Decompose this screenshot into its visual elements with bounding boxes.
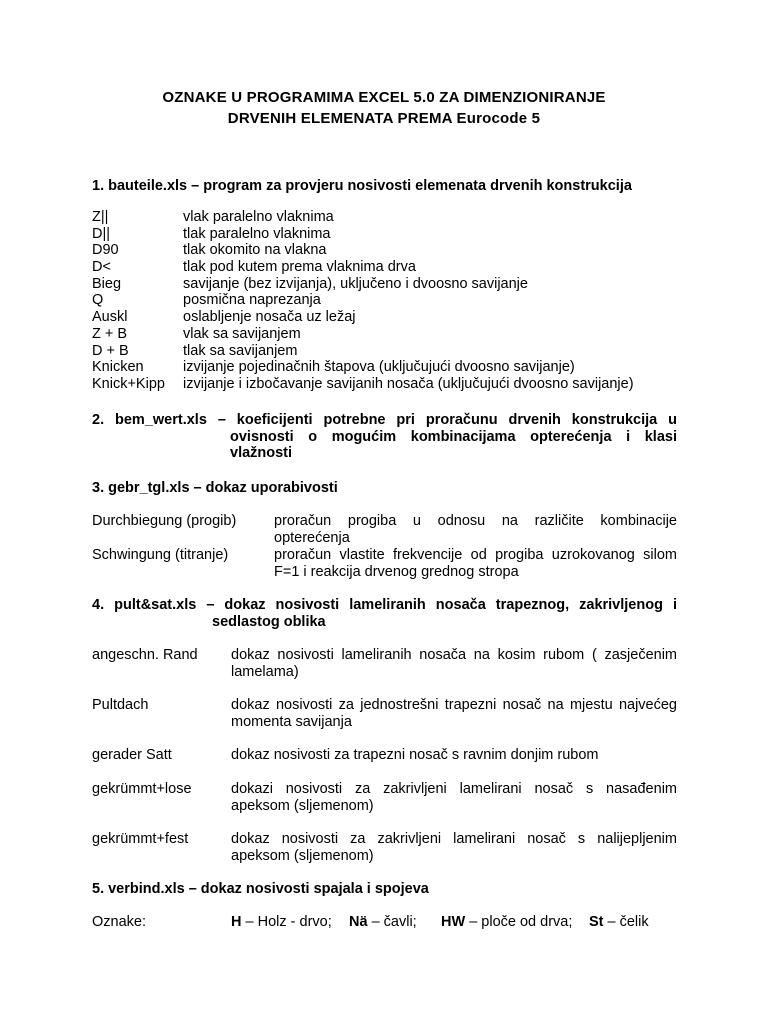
definition-row bbox=[92, 647, 677, 680]
section-2-heading-line-2: ovisnosti o mogućim kombinacijama opterećenja i klasi bbox=[230, 428, 677, 445]
legend-code: H bbox=[231, 914, 242, 930]
abbreviation-code: D|| bbox=[92, 225, 111, 242]
legend-item-holzwerkstoff bbox=[441, 914, 589, 931]
abbreviation-meaning: tlak paralelno vlaknima bbox=[183, 225, 331, 242]
abbreviation-code: Q bbox=[92, 292, 104, 309]
abbreviation-row bbox=[92, 226, 634, 243]
abbreviation-row bbox=[92, 343, 634, 360]
abbreviation-list bbox=[92, 209, 634, 393]
title-line-1: OZNAKE U PROGRAMIMA EXCEL 5.0 ZA DIMENZIONIRANJE bbox=[162, 89, 606, 106]
abbreviation-row bbox=[92, 242, 634, 259]
section-4-heading bbox=[92, 597, 677, 630]
definition-term: gerader Satt bbox=[92, 747, 172, 763]
abbreviation-code: Knicken bbox=[92, 359, 144, 376]
definition-term: gekrümmt+fest bbox=[92, 831, 189, 847]
legend-item-stahl bbox=[589, 914, 649, 931]
abbreviation-code: D90 bbox=[92, 242, 119, 259]
legend-code: Nä bbox=[349, 914, 368, 930]
abbreviation-row bbox=[92, 359, 634, 376]
abbreviation-meaning: tlak pod kutem prema vlaknima drva bbox=[183, 259, 416, 276]
section-5-heading: 5. verbind.xls – dokaz nosivosti spajala i spojeva bbox=[92, 881, 429, 897]
definition-row bbox=[92, 831, 677, 864]
section-4-heading-line-1: 4. pult&sat.xls – dokaz nosivosti lameliranih nosača trapeznog, zakrivljenog i bbox=[92, 597, 677, 613]
abbreviation-code: D + B bbox=[92, 342, 129, 359]
legend-code: HW bbox=[441, 914, 466, 930]
abbreviation-row bbox=[92, 209, 634, 226]
abbreviation-meaning: izvijanje pojedinačnih štapova (uključujući dvoosno savijanje) bbox=[183, 359, 575, 376]
abbreviation-code: D< bbox=[92, 259, 111, 276]
definition-term: gekrümmt+lose bbox=[92, 781, 192, 797]
legend-item-naegel bbox=[349, 914, 441, 931]
legend-text: – čelik bbox=[603, 914, 649, 930]
definition-row bbox=[92, 547, 677, 580]
section-4-heading-line-2: sedlastog oblika bbox=[212, 613, 326, 630]
definition-text: proračun progiba u odnosu na različite kombinacije opterećenja bbox=[274, 513, 677, 546]
abbreviation-row bbox=[92, 276, 634, 293]
section-3-heading: 3. gebr_tgl.xls – dokaz uporabivosti bbox=[92, 480, 338, 496]
abbreviation-row bbox=[92, 376, 634, 393]
abbreviation-row bbox=[92, 326, 634, 343]
definition-row bbox=[92, 513, 677, 546]
abbreviation-meaning: posmična naprezanja bbox=[183, 292, 321, 309]
definition-text: dokaz nosivosti za trapezni nosač s ravnim donjim rubom bbox=[231, 747, 599, 763]
legend-row bbox=[92, 914, 649, 931]
section-2-heading bbox=[92, 412, 677, 462]
abbreviation-meaning: tlak sa savijanjem bbox=[183, 342, 298, 359]
legend-code: St bbox=[589, 914, 604, 930]
definition-term: Pultdach bbox=[92, 697, 149, 713]
definition-term: angeschn. Rand bbox=[92, 647, 198, 663]
section-1-heading: 1. bauteile.xls – program za provjeru nosivosti elemenata drvenih konstrukcija bbox=[92, 178, 632, 194]
abbreviation-meaning: oslabljenje nosača uz ležaj bbox=[183, 309, 356, 326]
document-title bbox=[0, 87, 768, 129]
legend-text: – čavli; bbox=[367, 914, 417, 930]
legend-text: – Holz - drvo; bbox=[241, 914, 332, 930]
definition-row bbox=[92, 747, 677, 764]
abbreviation-code: Z + B bbox=[92, 325, 128, 342]
abbreviation-meaning: vlak sa savijanjem bbox=[183, 325, 301, 342]
section-2-heading-line-3: vlažnosti bbox=[230, 445, 293, 461]
definition-text: dokaz nosivosti za jednostrešni trapezni nosač na mjestu najvećeg momenta savijanja bbox=[231, 697, 677, 730]
definition-term: Durchbiegung (progib) bbox=[92, 513, 237, 529]
abbreviation-code: Z|| bbox=[92, 209, 109, 225]
legend-label: Oznake: bbox=[92, 914, 146, 930]
abbreviation-meaning: vlak paralelno vlaknima bbox=[183, 209, 334, 225]
section-2-heading-line-1: 2. bem_wert.xls – koeficijenti potrebne pri proračunu drvenih konstrukcija u bbox=[92, 412, 677, 428]
definition-text: dokazi nosivosti za zakrivljeni lamelirani nosač s nasađenim apeksom (sljemenom) bbox=[231, 781, 677, 814]
legend-item-holz bbox=[231, 914, 349, 931]
abbreviation-row bbox=[92, 292, 634, 309]
abbreviation-row bbox=[92, 259, 634, 276]
definition-row bbox=[92, 781, 677, 814]
definition-text: proračun vlastite frekvencije od progiba uzrokovanog silom F=1 i reakcija drvenog grednog stropa bbox=[274, 547, 677, 580]
abbreviation-meaning: izvijanje i izbočavanje savijanih nosača (uključujući dvoosno savijanje) bbox=[183, 375, 634, 392]
definition-term: Schwingung (titranje) bbox=[92, 547, 229, 563]
abbreviation-code: Bieg bbox=[92, 275, 122, 292]
definition-text: dokaz nosivosti lameliranih nosača na kosim rubom ( zasječenim lamelama) bbox=[231, 647, 677, 680]
abbreviation-row bbox=[92, 309, 634, 326]
abbreviation-code: Auskl bbox=[92, 309, 128, 326]
definition-row bbox=[92, 697, 677, 730]
definition-text: dokaz nosivosti za zakrivljeni lamelirani nosač s nalijepljenim apeksom (sljemenom) bbox=[231, 831, 677, 864]
title-line-2: DRVENIH ELEMENATA PREMA Eurocode 5 bbox=[227, 110, 541, 127]
abbreviation-code: Knick+Kipp bbox=[92, 375, 165, 392]
abbreviation-meaning: tlak okomito na vlakna bbox=[183, 242, 327, 259]
abbreviation-meaning: savijanje (bez izvijanja), uključeno i dvoosno savijanje bbox=[183, 275, 528, 292]
legend-text: – ploče od drva; bbox=[465, 914, 573, 930]
